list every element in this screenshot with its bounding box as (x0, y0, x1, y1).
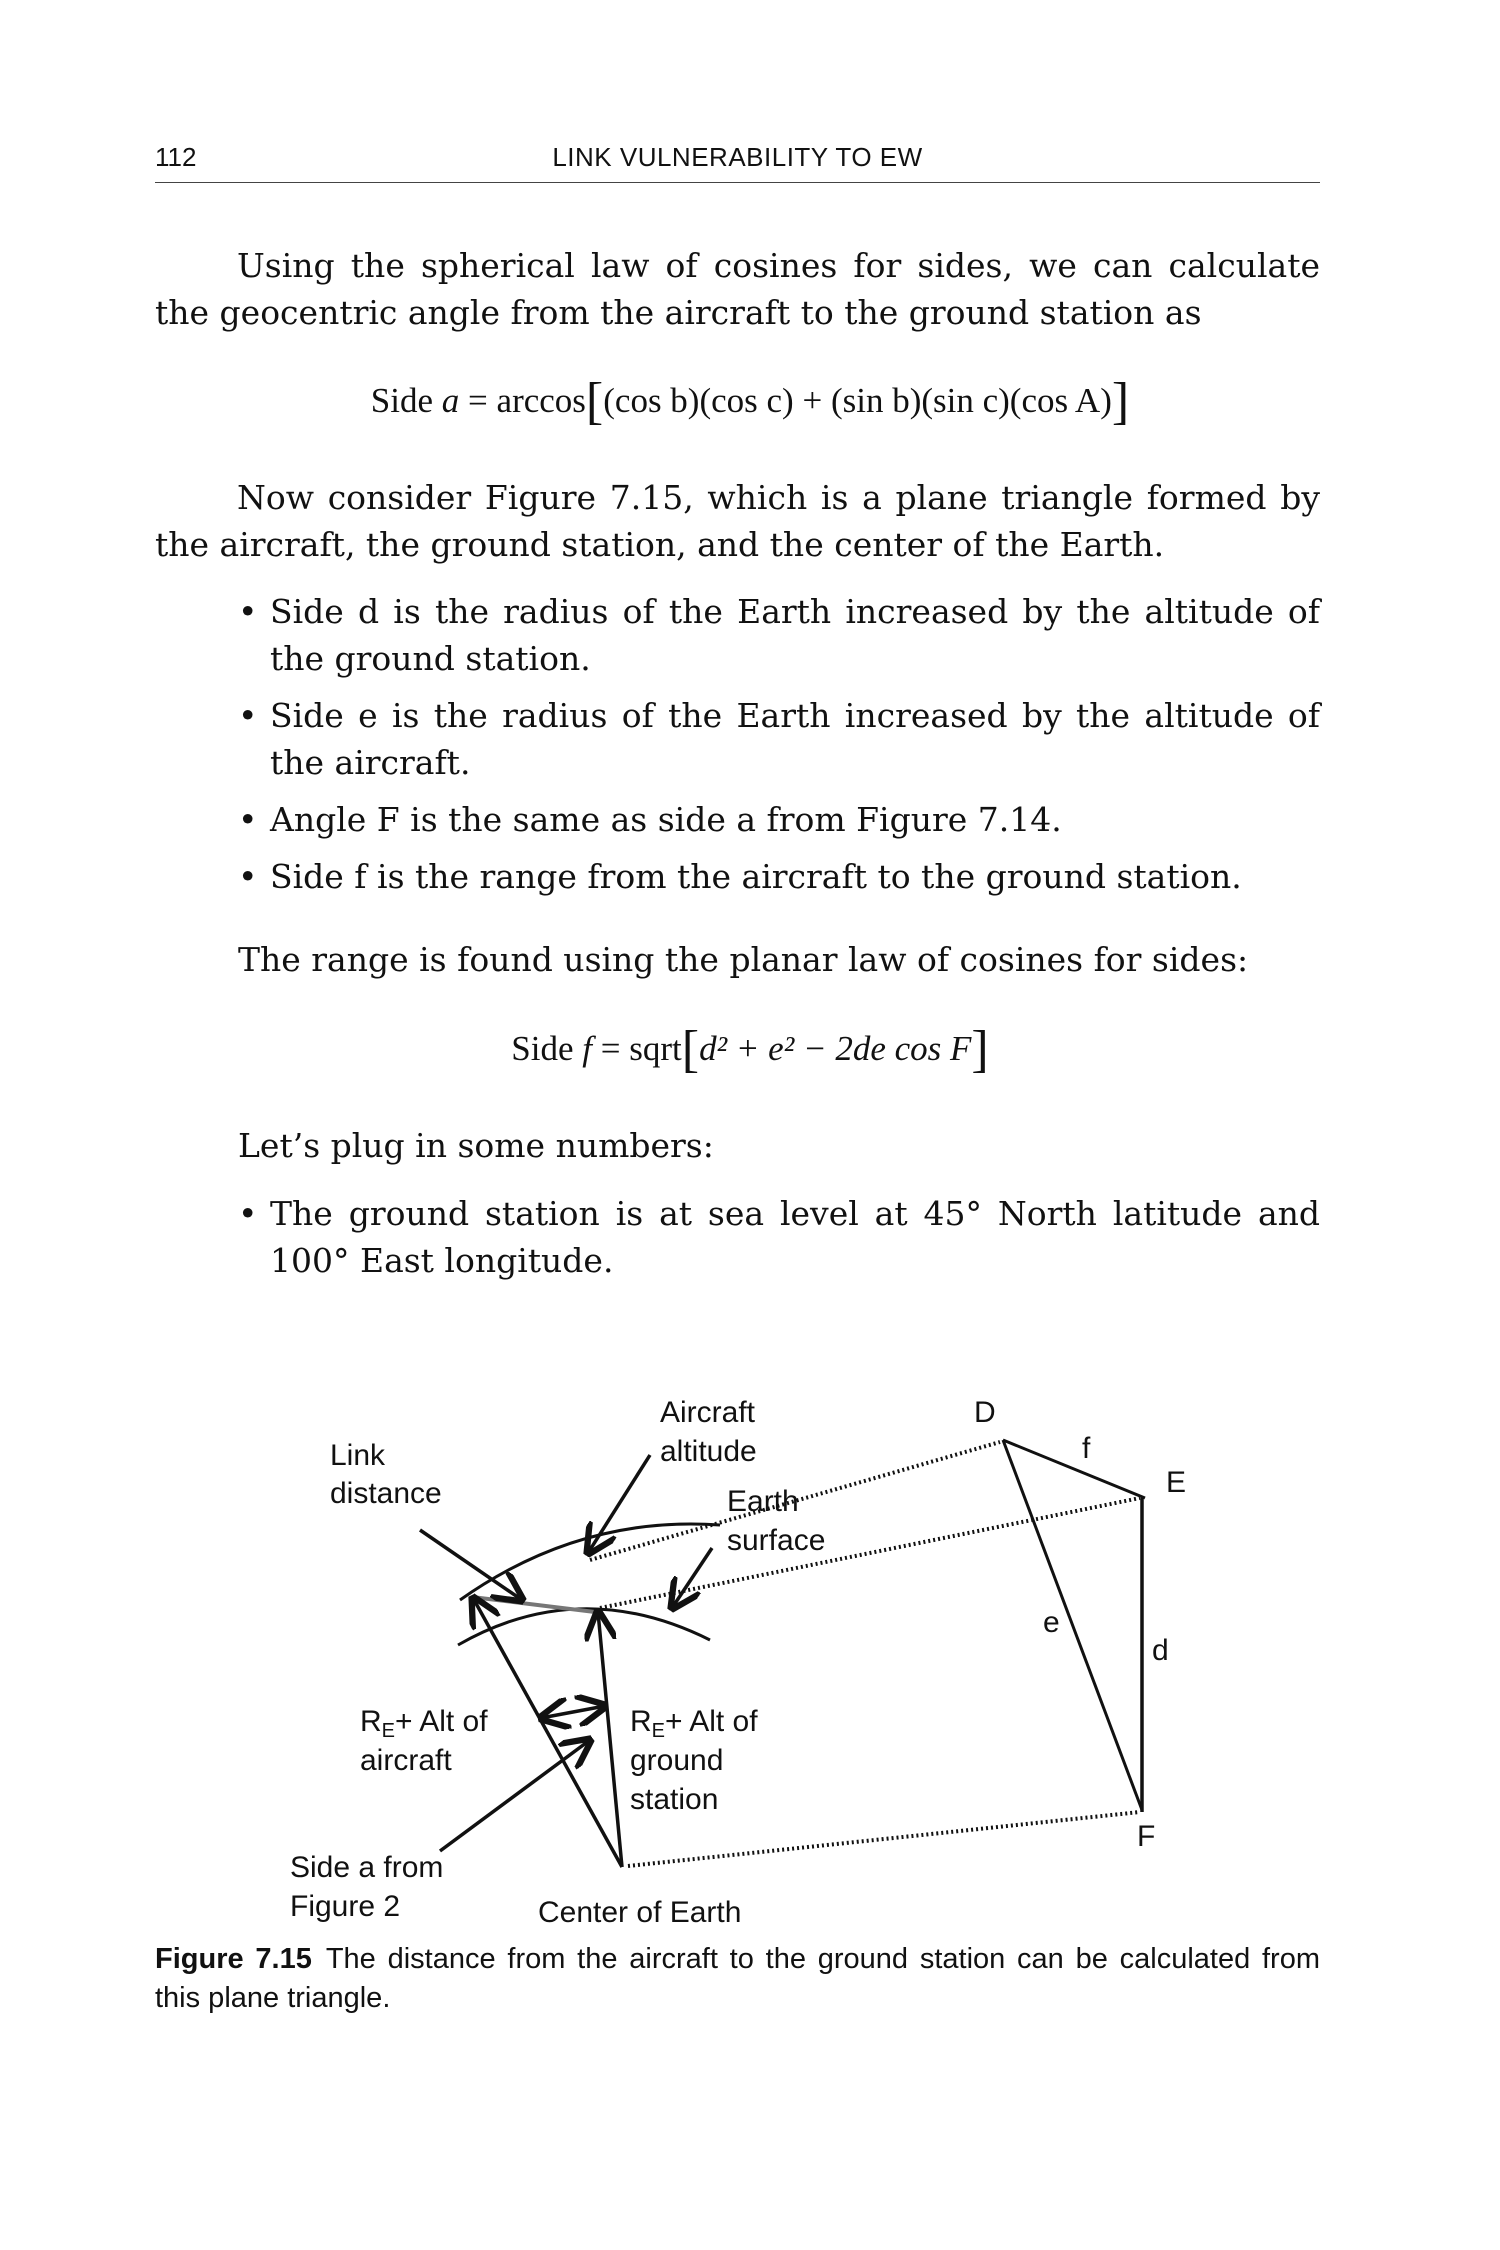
label-re-alt-ground-rest: + Alt of (665, 1705, 758, 1738)
label-side-a-2: Figure 2 (290, 1890, 401, 1923)
leader-aircraft-altitude (588, 1455, 650, 1553)
bullet-glyph: • (238, 800, 258, 839)
equation-side-f (0, 1020, 1500, 1079)
triangle-side-e (1003, 1440, 1142, 1810)
paragraph-planar-law: The range is found using the planar law of cosines for sides: (238, 940, 1249, 979)
caption-text: The distance from the aircraft to the ground station can be calculated from this plane triangle. (155, 1943, 1320, 2014)
bullet-glyph: • (238, 696, 258, 735)
equation-side-a (0, 372, 1500, 431)
eq2-body: d² + e² − 2de cos F (699, 1029, 972, 1068)
label-side-f: f (1082, 1432, 1091, 1465)
figure-caption (155, 1940, 1320, 2018)
label-re-alt-ground-1 (630, 1705, 758, 1742)
bullet-item (238, 796, 1320, 843)
leader-link-distance (420, 1530, 522, 1600)
label-side-a-1: Side a from (290, 1851, 444, 1884)
label-vertex-f: F (1137, 1820, 1156, 1853)
label-earth-surface-2: surface (727, 1524, 826, 1557)
bullet-item (238, 588, 1320, 682)
eq2-close-bracket: ] (971, 1021, 989, 1078)
label-link-distance-2: distance (330, 1477, 442, 1510)
eq1-equals: = (468, 381, 488, 420)
projection-line-center (628, 1812, 1140, 1866)
label-aircraft-altitude-2: altitude (660, 1435, 757, 1468)
bullet-item (238, 1190, 1320, 1284)
bullet-glyph: • (238, 1194, 258, 1233)
label-vertex-e: E (1166, 1466, 1187, 1499)
paragraph-plug-numbers: Let’s plug in some numbers: (238, 1126, 714, 1165)
plane-triangle-diagram (0, 1360, 1500, 1940)
running-head (155, 142, 1320, 183)
label-center-of-earth: Center of Earth (538, 1896, 742, 1929)
label-re-alt-aircraft-r: R (360, 1705, 382, 1738)
bullet-text: Side e is the radius of the Earth increased by the altitude of the aircraft. (270, 696, 1320, 782)
leader-earth-surface (672, 1548, 712, 1608)
label-re-alt-ground-r: R (630, 1705, 652, 1738)
eq2-lhs-word: Side (511, 1029, 574, 1068)
leader-side-a (440, 1740, 590, 1851)
geocentric-angle-arrow (541, 1706, 605, 1718)
bullet-list-numbers (238, 1190, 1320, 1294)
bullet-text: Side f is the range from the aircraft to the ground station. (270, 857, 1242, 896)
eq1-close-bracket: ] (1111, 373, 1130, 430)
label-re-alt-aircraft-2: aircraft (360, 1744, 452, 1777)
label-link-distance-1: Link (330, 1439, 386, 1472)
eq1-lhs-word: Side (370, 381, 434, 420)
aircraft-altitude-arc (460, 1524, 720, 1600)
label-re-alt-aircraft-1 (360, 1705, 488, 1742)
bullet-item (238, 692, 1320, 786)
label-side-d: d (1152, 1634, 1169, 1667)
label-re-alt-aircraft-sub: E (381, 1720, 396, 1742)
label-vertex-d: D (974, 1396, 996, 1429)
paragraph-spherical-law: Using the spherical law of cosines for sides, we can calculate the geocentric angle from the aircraft to the ground station as (155, 246, 1320, 332)
label-aircraft-altitude-1: Aircraft (660, 1396, 756, 1429)
bullet-item (238, 853, 1320, 900)
eq1-lhs-var: a (441, 381, 460, 420)
eq2-equals: = (600, 1029, 621, 1068)
triangle-side-f (1003, 1440, 1145, 1498)
figure-7-15 (0, 1360, 1500, 1940)
running-title: LINK VULNERABILITY TO EW (552, 142, 923, 172)
label-re-alt-ground-3: station (630, 1783, 719, 1816)
link-distance-chord (472, 1597, 595, 1612)
eq2-func: sqrt (629, 1029, 682, 1068)
label-re-alt-ground-sub: E (651, 1720, 666, 1742)
eq1-func: arccos (496, 381, 586, 420)
bullet-text: The ground station is at sea level at 45° North latitude and 100° East longitude. (270, 1194, 1320, 1280)
paragraph-plane-triangle: Now consider Figure 7.15, which is a plane triangle formed by the aircraft, the ground station, and the center of the Earth. (155, 478, 1320, 564)
bullet-glyph: • (238, 592, 258, 631)
eq2-open-bracket: [ (681, 1021, 700, 1078)
page-number: 112 (155, 142, 197, 172)
bullet-text: Angle F is the same as side a from Figure 7.14. (270, 800, 1062, 839)
bullet-glyph: • (238, 857, 258, 896)
eq1-open-bracket: [ (585, 373, 604, 430)
label-earth-surface-1: Earth (727, 1485, 799, 1518)
bullet-text: Side d is the radius of the Earth increased by the altitude of the ground station. (270, 592, 1320, 678)
label-side-e: e (1043, 1606, 1060, 1639)
label-re-alt-ground-2: ground (630, 1744, 724, 1777)
eq2-lhs-var: f (582, 1029, 592, 1068)
bullet-list-sides (238, 588, 1320, 910)
eq1-body: (cos b)(cos c) + (sin b)(sin c)(cos A) (603, 381, 1112, 420)
label-re-alt-aircraft-rest: + Alt of (395, 1705, 488, 1738)
caption-number: Figure 7.15 (155, 1943, 312, 1975)
